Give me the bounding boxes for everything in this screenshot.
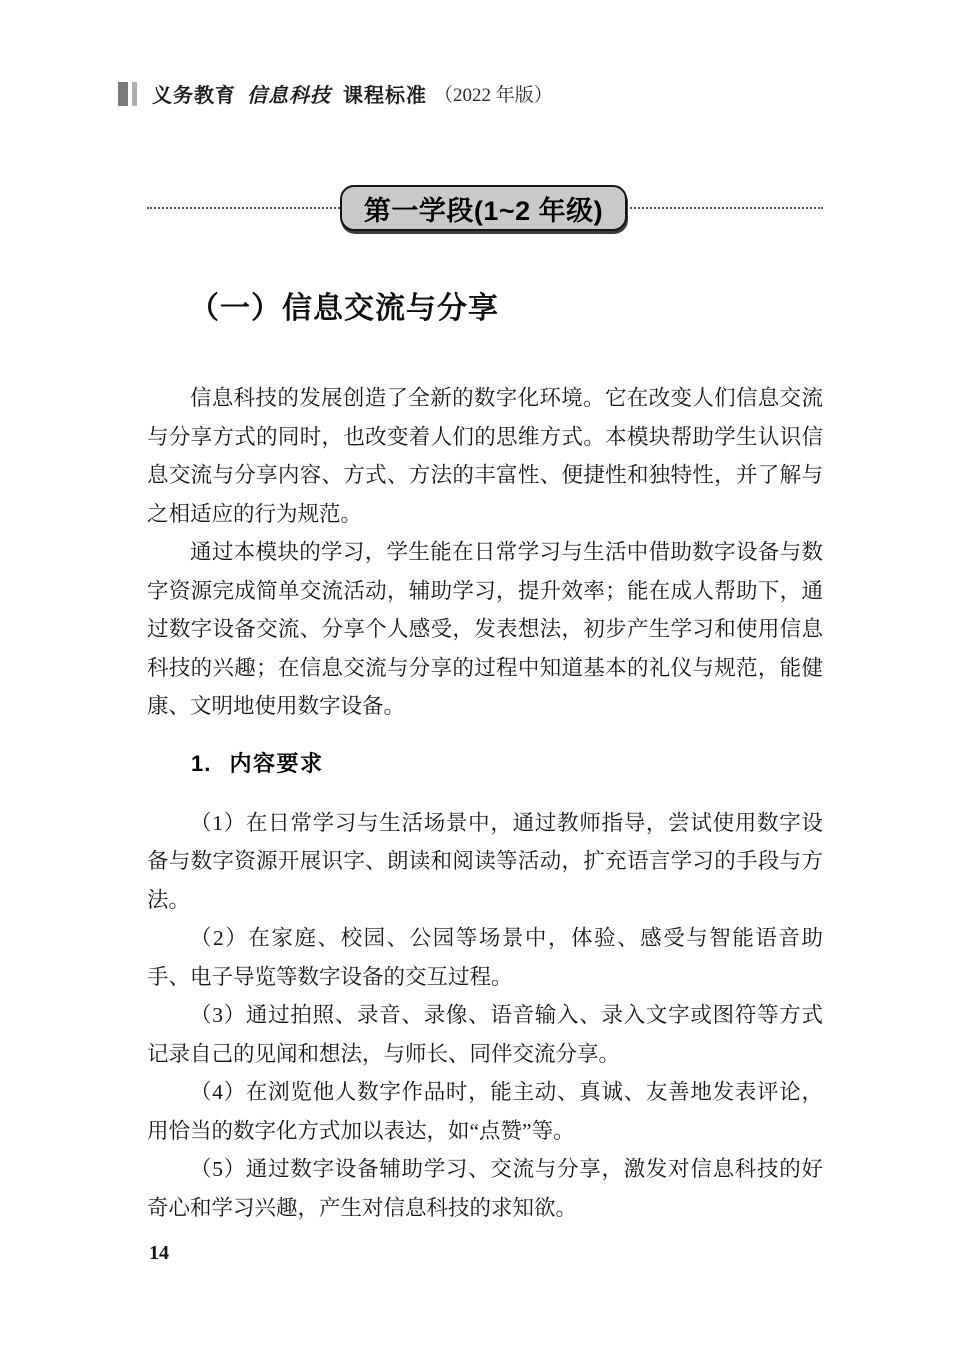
item-marker: （5）: [190, 1157, 246, 1181]
item-text: 在日常学习与生活场景中，通过教师指导，尝试使用数字设备与数字资源开展识字、朗读和阅读等活动，扩充语言学习的手段与方法。: [147, 810, 823, 912]
subsection-heading: [147, 745, 823, 784]
stage-banner: [0, 185, 966, 235]
item-text: 在浏览他人数字作品时，能主动、真诚、友善地发表评论，用恰当的数字化方式加以表达，如“点赞”等。: [147, 1080, 823, 1143]
content-item: [147, 919, 823, 996]
running-header: [118, 81, 553, 106]
item-text: 在家庭、校园、公园等场景中，体验、感受与智能语音助手、电子导览等数字设备的交互过程。: [147, 926, 823, 989]
header-doc-type: 课程标准: [343, 85, 427, 107]
intro-paragraph: 信息科技的发展创造了全新的数字化环境。它在改变人们信息交流与分享方式的同时，也改变着人们的思维方式。本模块帮助学生认识信息交流与分享内容、方式、方法的丰富性、便捷性和独特性，并了解与之相适应的行为规范。: [147, 386, 823, 526]
item-text: 通过拍照、录音、录像、语音输入、录入文字或图符等方式记录自己的见闻和想法，与师长、同伴交流分享。: [147, 1003, 823, 1066]
stage-badge: [340, 185, 627, 231]
item-marker: （3）: [190, 1003, 246, 1027]
subsection-number: 1.: [191, 750, 212, 776]
content-item: [147, 804, 823, 920]
page-number: 14: [149, 1242, 169, 1264]
body-content: [147, 379, 823, 1227]
content-item: [147, 1150, 823, 1227]
header-edition: （2022 年版）: [434, 85, 553, 106]
item-marker: （1）: [190, 810, 246, 835]
header-subject: 信息科技: [247, 85, 331, 107]
item-marker: （2）: [190, 926, 249, 950]
subsection-title: 内容要求: [229, 750, 324, 776]
content-items: [147, 804, 823, 1228]
header-series: 义务教育: [152, 85, 236, 107]
stage-badge-label: 第一学段(1~2 年级): [363, 195, 604, 226]
section-title: （一）信息交流与分享: [189, 292, 499, 325]
header-bar-dark-icon: [118, 82, 128, 106]
item-text: 通过数字设备辅助学习、交流与分享，激发对信息科技的好奇心和学习兴趣，产生对信息科技的求知欲。: [147, 1157, 823, 1220]
header-bar-light-icon: [132, 82, 137, 106]
intro-paragraph: 通过本模块的学习，学生能在日常学习与生活中借助数字设备与数字资源完成简单交流活动，辅助学习，提升效率；能在成人帮助下，通过数字设备交流、分享个人感受，发表想法，初步产生学习和使用信息科技的兴趣；在信息交流与分享的过程中知道基本的礼仪与规范，能健康、文明地使用数字设备。: [147, 540, 823, 718]
content-item: [147, 996, 823, 1073]
content-item: [147, 1073, 823, 1150]
item-marker: （4）: [190, 1080, 246, 1104]
